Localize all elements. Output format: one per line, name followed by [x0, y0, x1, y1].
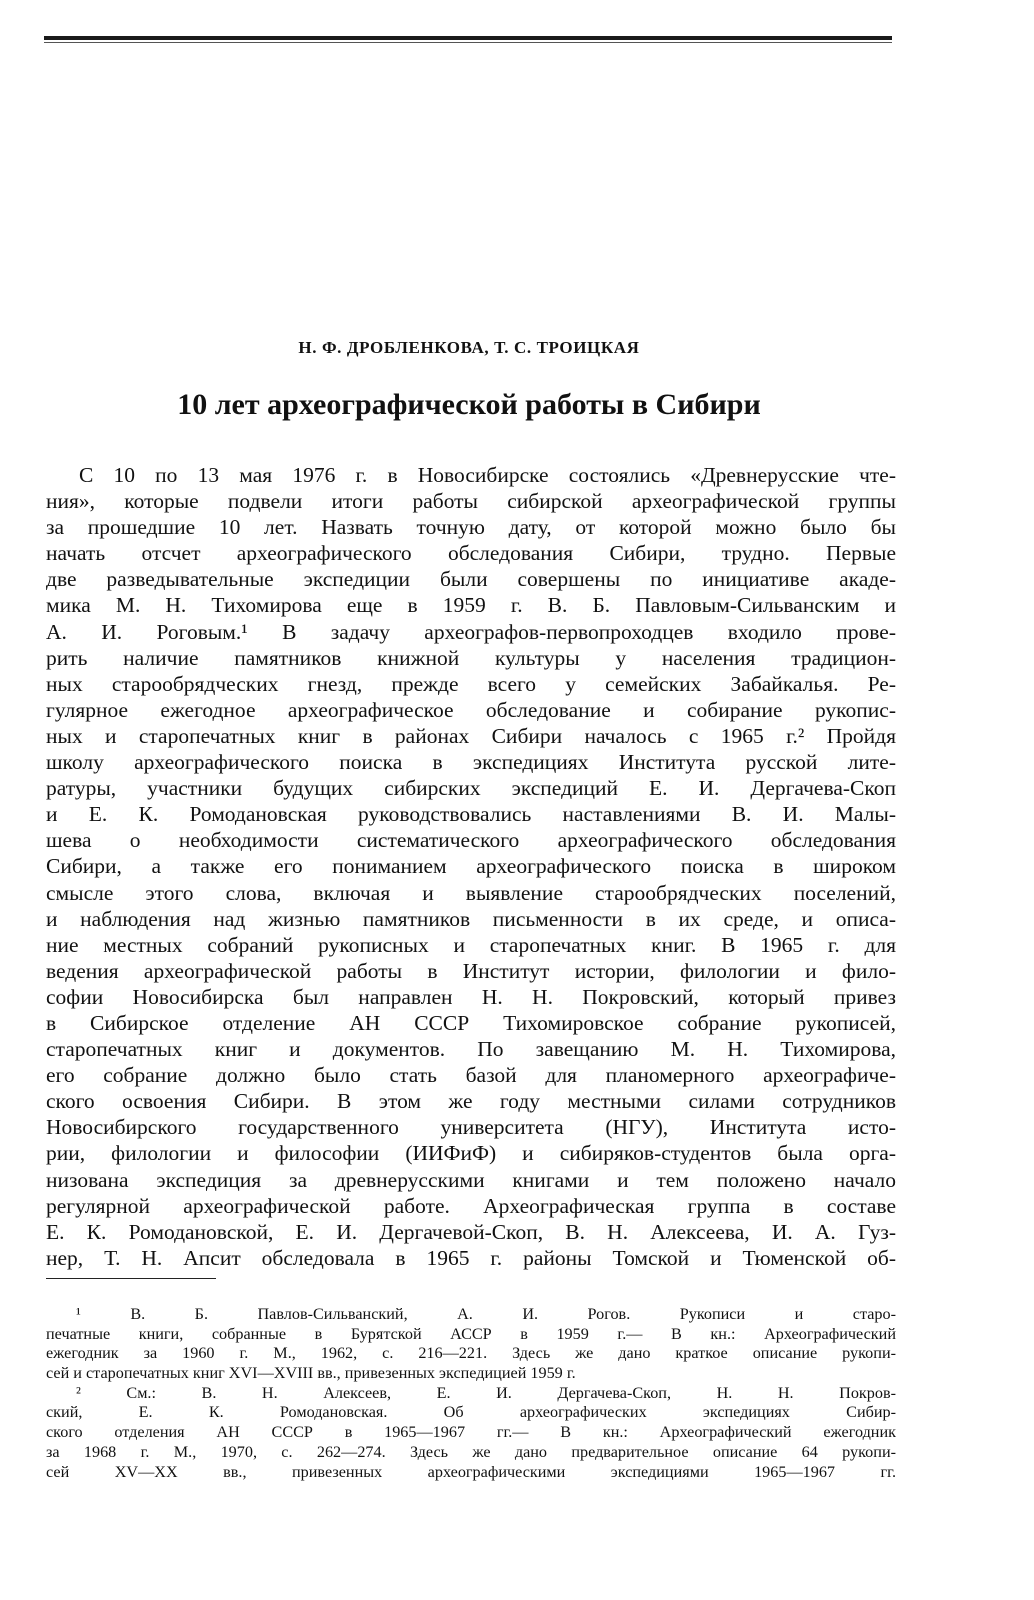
body-line: рить наличие памятников книжной культуры у населения традицион-: [46, 645, 896, 670]
header-rule-thin: [44, 42, 892, 43]
footnotes: [46, 1305, 896, 1482]
body-line: регулярной археографической работе. Археографическая группа в составе: [46, 1193, 896, 1218]
footnote-2-line: ского отделения АН СССР в 1965—1967 гг.— В кн.: Археографический ежегодник: [46, 1423, 896, 1442]
footnote-separator: [46, 1278, 216, 1279]
body-line: Сибири, а также его пониманием археографического поиска в широком: [46, 854, 896, 879]
body-line: Новосибирского государственного университета (НГУ), Института исто-: [46, 1115, 896, 1140]
footnote-1-line: ежегодник за 1960 г. М., 1962, с. 216—221. Здесь же дано краткое описание рукопи-: [46, 1344, 896, 1363]
footnote-2-line: ² См.: В. Н. Алексеев, Е. И. Дергачева-Скоп, Н. Н. Покров-: [76, 1383, 896, 1402]
body-line: ния», которые подвели итоги работы сибирской археографической группы: [46, 489, 896, 514]
body-line: его собрание должно было стать базой для планомерного археографиче-: [46, 1063, 896, 1088]
footnote-2-line: ский, Е. К. Ромодановская. Об археографических экспедициях Сибир-: [46, 1403, 896, 1422]
body-line: рии, филологии и философии (ИИФиФ) и сибиряков-студентов была орга-: [46, 1141, 896, 1166]
body-line: ского освоения Сибири. В этом же году местными силами сотрудников: [46, 1089, 896, 1114]
body-line: старопечатных книг и документов. По завещанию М. Н. Тихомирова,: [46, 1037, 896, 1062]
footnote-1-line: сей и старопечатных книг XVI—XVIII вв., привезенных экспедицией 1959 г.: [46, 1364, 576, 1383]
body-line: софии Новосибирска был направлен Н. Н. Покровский, который привез: [46, 984, 896, 1009]
body-line: ратуры, участники будущих сибирских экспедиций Е. И. Дергачева-Скоп: [46, 776, 896, 801]
body-line: смысле этого слова, включая и выявление старообрядческих поселений,: [46, 880, 896, 905]
body-line: низована экспедиция за древнерусскими книгами и тем положено начало: [46, 1167, 896, 1192]
body-line: ных и старопечатных книг в районах Сибири началось с 1965 г.² Пройдя: [46, 723, 896, 748]
body-line: школу археографического поиска в экспедициях Института русской лите-: [46, 750, 896, 775]
body-line: ние местных собраний рукописных и старопечатных книг. В 1965 г. для: [46, 932, 896, 957]
body-line: А. И. Роговым.¹ В задачу археографов-первопроходцев входило прове-: [46, 619, 896, 644]
footnote-2-line: сей XV—XX вв., привезенных археографическими экспедициями 1965—1967 гг.: [46, 1462, 896, 1481]
body-line: Е. К. Ромодановской, Е. И. Дергачевой-Скоп, В. Н. Алексеева, И. А. Гуз-: [46, 1219, 896, 1244]
article-body: [46, 462, 896, 1271]
body-line: за прошедшие 10 лет. Назвать точную дату, от которой можно было бы: [46, 515, 896, 540]
article-authors: Н. Ф. ДРОБЛЕНКОВА, Т. С. ТРОИЦКАЯ: [298, 338, 640, 357]
body-line: две разведывательные экспедиции были совершены по инициативе акаде-: [46, 567, 896, 592]
body-line: мика М. Н. Тихомирова еще в 1959 г. В. Б. Павловым-Сильванским и: [46, 593, 896, 618]
body-line: и Е. К. Ромодановская руководствовались наставлениями В. И. Малы-: [46, 802, 896, 827]
body-line: гулярное ежегодное археографическое обследование и собирание рукопис-: [46, 697, 896, 722]
footnote-1-line: печатные книги, собранные в Бурятской АССР в 1959 г.— В кн.: Археографический: [46, 1324, 896, 1343]
body-line: нер, Т. Н. Апсит обследовала в 1965 г. районы Томской и Тюменской об-: [46, 1245, 896, 1270]
footnote-1-line: ¹ В. Б. Павлов-Сильванский, А. И. Рогов. Рукописи и старо-: [76, 1305, 896, 1323]
body-line: ведения археографической работы в Институт истории, филологии и фило-: [46, 958, 896, 983]
body-line: начать отсчет археографического обследования Сибири, трудно. Первые: [46, 541, 896, 566]
body-line: ных старообрядческих гнезд, прежде всего у семейских Забайкалья. Ре-: [46, 671, 896, 696]
article-title: 10 лет археографической работы в Сибири: [177, 388, 761, 421]
body-line: и наблюдения над жизнью памятников письменности в их среде, и описа-: [46, 906, 896, 931]
footnote-2-line: за 1968 г. М., 1970, с. 262—274. Здесь же дано предварительное описание 64 рукопи-: [46, 1442, 896, 1461]
body-line: С 10 по 13 мая 1976 г. в Новосибирске состоялись «Древнерусские чте-: [79, 463, 896, 487]
body-line: шева о необходимости систематического археографического обследования: [46, 828, 896, 853]
body-line: в Сибирское отделение АН СССР Тихомировское собрание рукописей,: [46, 1010, 896, 1035]
header-rule: [44, 36, 892, 40]
